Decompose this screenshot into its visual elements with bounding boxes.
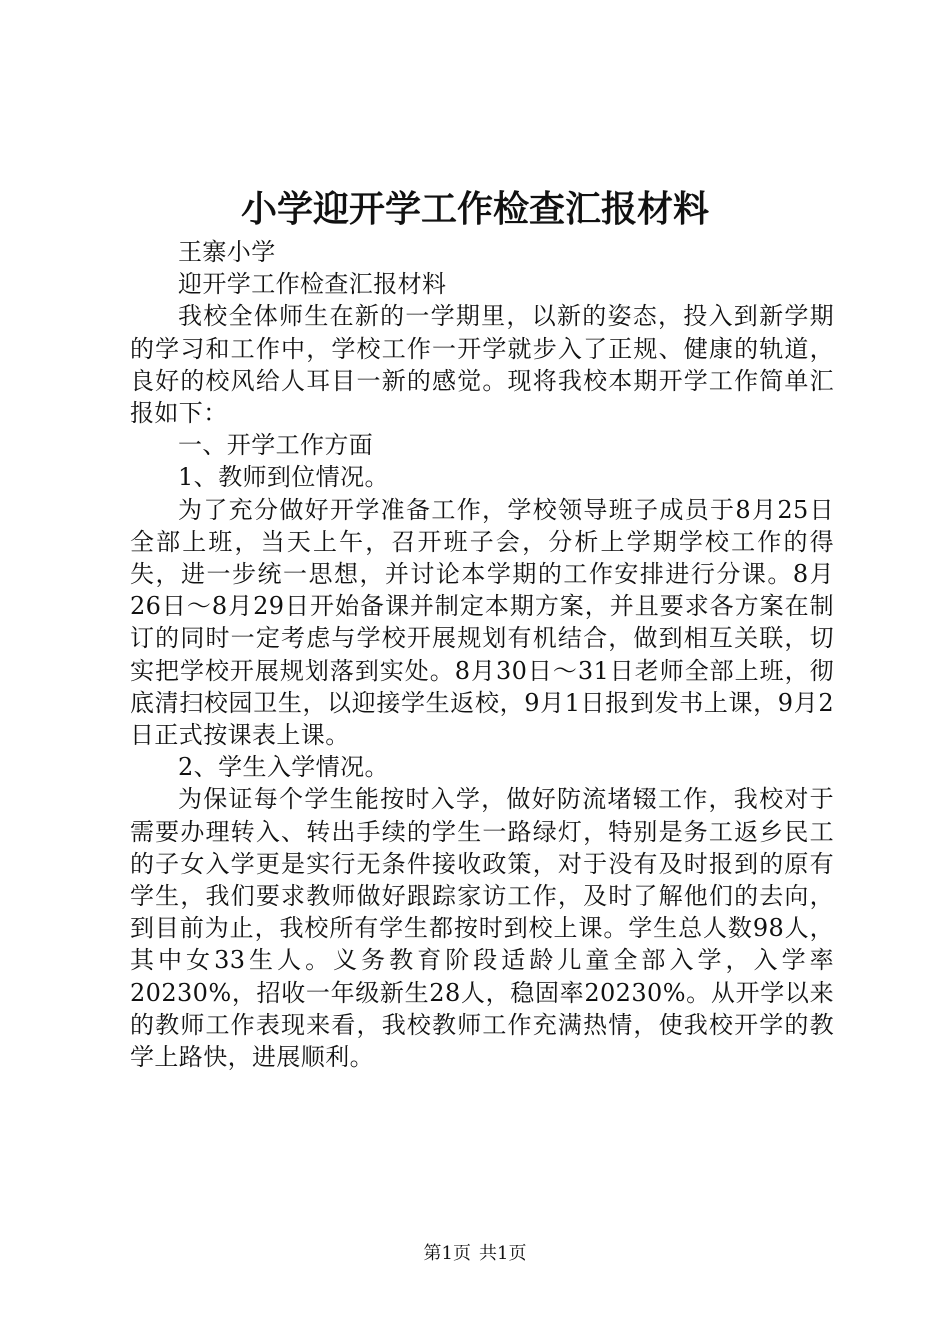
subtitle-paragraph: 迎开学工作检查汇报材料 — [178, 270, 447, 299]
page-total: 共1页 — [479, 1243, 527, 1264]
students-paragraph: 为保证每个学生能按时入学，做好防流堵辍工作，我校对于需要办理转入、转出手续的学生一路绿灯，特别是务工返乡民工的子女入学更是实行无条件接收政策，对于没有及时报到的原有学生，我们要求教师做好跟踪家访工作，及时了解他们的去向，到目前为止，我校所有学生都按时到校上课。学生总人数98人，其中女33生人。义务教育阶段适龄儿童全部入学，入学率20230%，招收一年级新生28人，稳固率20230%。从开学以来的教师工作表现来看，我校教师工作充满热情，使我校开学的教学上路快，进展顺利。 — [130, 785, 834, 1072]
page-number: 第1页 — [423, 1243, 471, 1264]
page-footer — [0, 1242, 950, 1266]
school-name-paragraph: 王寨小学 — [178, 238, 276, 266]
subsection-heading-teachers: 1、教师到位情况。 — [178, 463, 389, 492]
teachers-paragraph: 为了充分做好开学准备工作，学校领导班子成员于8月25日全部上班，当天上午，召开班子会，分析上学期学校工作的得失，进一步统一思想，并讨论本学期的工作安排进行分课。8月26日～8月29日开始备课并制定本期方案，并且要求各方案在制订的同时一定考虑与学校开展规划有机结合，做到相互关联，切实把学校开展规划落到实处。8月30日～31日老师全部上班，彻底清扫校园卫生，以迎接学生返校，9月1日报到发书上课，9月2日正式按课表上课。 — [130, 495, 834, 750]
document-body — [130, 236, 834, 1073]
intro-paragraph: 我校全体师生在新的一学期里，以新的姿态，投入到新学期的学习和工作中，学校工作一开学就步入了正规、健康的轨道，良好的校风给人耳目一新的感觉。现将我校本期开学工作简单汇报如下： — [130, 302, 834, 428]
section-heading: 一、开学工作方面 — [178, 431, 374, 460]
subsection-heading-students: 2、学生入学情况。 — [178, 753, 389, 782]
document-title: 小学迎开学工作检查汇报材料 — [240, 188, 709, 230]
